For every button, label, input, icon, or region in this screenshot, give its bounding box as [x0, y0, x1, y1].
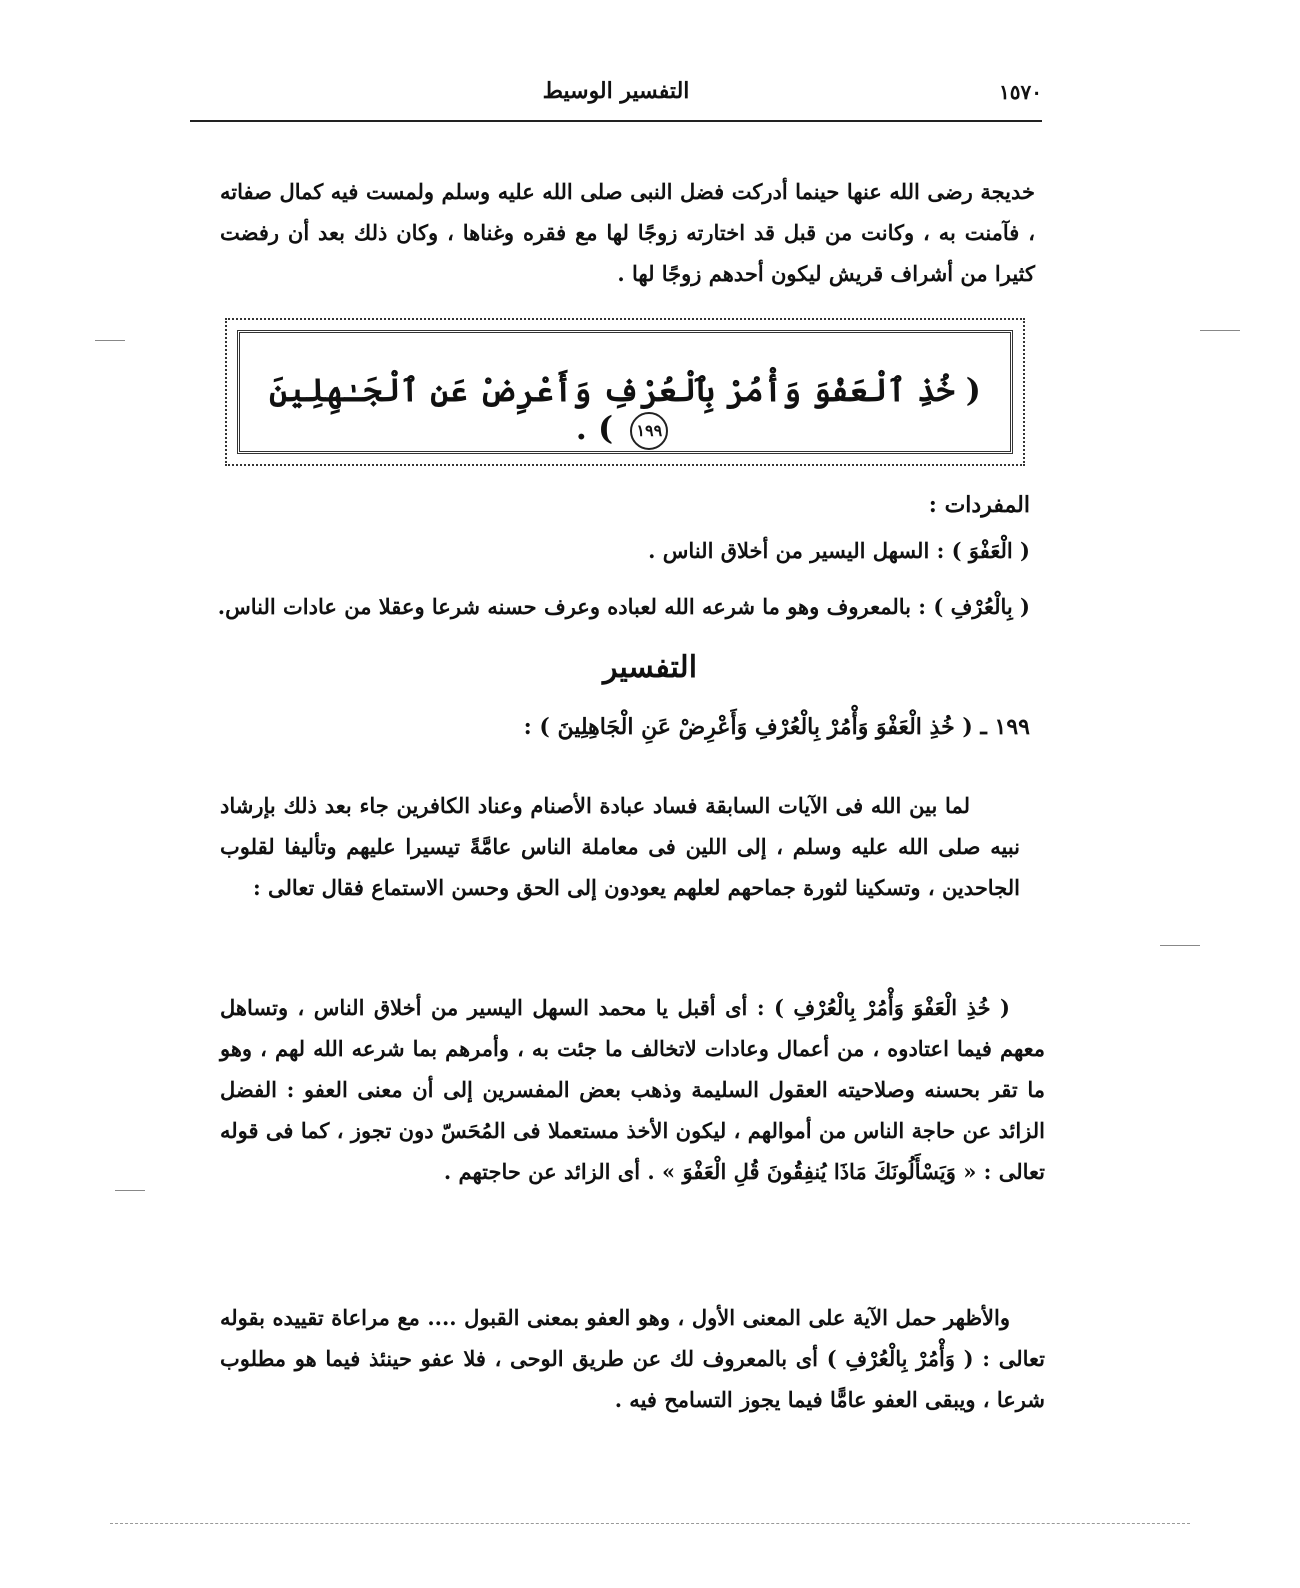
- vocabulary-heading: المفردات :: [928, 492, 1030, 518]
- page-number: ١٥٧٠: [999, 80, 1042, 104]
- intro-paragraph: خديجة رضى الله عنها حينما أدركت فضل النبى صلى الله عليه وسلم ولمست فيه كمال صفاته ، فآمنت به ، وكانت من قبل قد اختارته زوجًا لها مع فقره وغناها ، وكان ذلك بعد أن رفضت كثيرا من أشراف قريش ليكون أحدهم زوجًا لها .: [220, 179, 1035, 286]
- vocabulary-item: ( الْعَفْوَ ) : السهل اليسير من أخلاق الناس .: [648, 538, 1030, 563]
- bottom-scan-line: [110, 1523, 1190, 1524]
- scan-mark: [115, 1190, 145, 1191]
- scan-mark: [95, 340, 125, 341]
- verse-open-paren: (: [965, 371, 981, 409]
- quran-verse: [240, 371, 1010, 450]
- verse-text: خُذِ ٱلْعَفْوَ وَأْمُرْ بِٱلْعُرْفِ وَأَعْرِضْ عَنِ ٱلْجَـٰهِلِينَ: [269, 371, 955, 409]
- tafsir-paragraph: لما بين الله فى الآيات السابقة فساد عبادة الأصنام وعناد الكافرين جاء بعد ذلك بإرشاد نبيه صلى الله عليه وسلم ، إلى اللين فى معاملة الناس عامَّةً تيسيرا عليهم وتأليفا لقلوب الجاحدين ، وتسكينا لثورة جماحهم لعلهم يعودون إلى الحق وحسن الاستماع فقال تعالى :: [220, 793, 1020, 900]
- verse-frame: [225, 318, 1025, 466]
- running-title: التفسير الوسيط: [542, 78, 690, 104]
- page-header: [190, 78, 1042, 118]
- tafsir-paragraph: ( خُذِ الْعَفْوَ وَأْمُرْ بِالْعُرْفِ ) : أى أقبل يا محمد السهل اليسير من أخلاق الناس ، وتساهل معهم فيما اعتادوه ، من أعمال وعادات لاتخالف ما جئت به ، وأمرهم بما شرعه الله لهم ، وهو ما تقر بحسنه وصلاحيته العقول السليمة وذهب بعض المفسرين إلى أن معنى العفو : الفضل الزائد عن حاجة الناس من أموالهم ، ليكون الأخذ مستعملا فى المُحَسّ دون تجوز ، كما فى قوله تعالى : « وَيَسْأَلُونَكَ مَاذَا يُنفِقُونَ قُلِ الْعَفْوَ » . أى الزائد عن حاجتهم .: [220, 995, 1045, 1184]
- scan-mark: [1200, 330, 1240, 331]
- scan-mark: [1160, 945, 1200, 946]
- tafsir-paragraph: والأظهر حمل الآية على المعنى الأول ، وهو العفو بمعنى القبول .... مع مراعاة تقييده بقوله تعالى : ( وَأْمُرْ بِالْعُرْفِ ) أى بالمعروف لك عن طريق الوحى ، فلا عفو حينئذ فيما هو مطلوب شرعا ، ويبقى العفو عامًّا فيما يجوز التسامح فيه .: [220, 1305, 1045, 1412]
- verse-close-paren: ) .: [575, 409, 614, 447]
- verse-number-medallion: ١٩٩: [630, 412, 668, 450]
- tafsir-heading: التفسير: [602, 650, 698, 685]
- vocabulary-item: ( بِالْعُرْفِ ) : بالمعروف وهو ما شرعه الله لعباده وعرف حسنه شرعا وعقلا من عادات الناس.: [217, 594, 1030, 619]
- header-rule: [190, 120, 1042, 122]
- verse-frame-inner: [237, 330, 1013, 454]
- verse-reference: ١٩٩ ـ ( خُذِ الْعَفْوَ وَأْمُرْ بِالْعُرْفِ وَأَعْرِضْ عَنِ الْجَاهِلِينَ ) :: [523, 714, 1030, 740]
